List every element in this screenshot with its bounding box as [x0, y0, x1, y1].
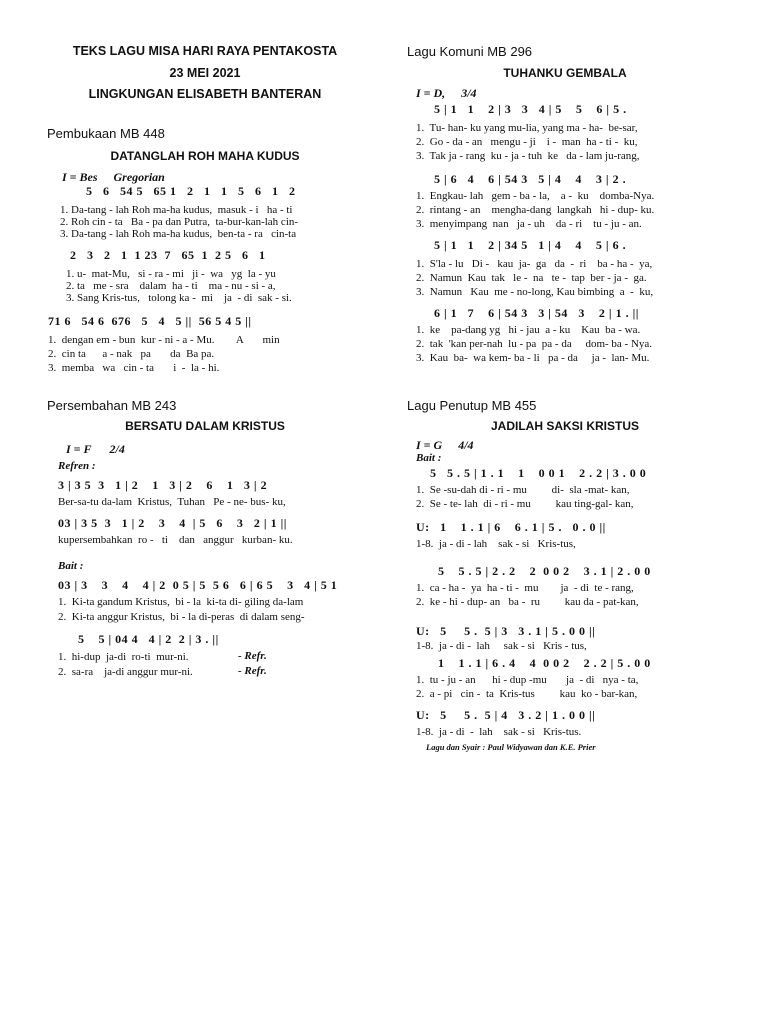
komuni-lyric-7: 1. S'la - lu Di - kau ja- ga da - ri ba - ha - ya,: [416, 258, 653, 270]
penutup-meter: 4/4: [458, 438, 474, 452]
doc-title-community: LINGKUNGAN ELISABETH BANTERAN: [88, 87, 322, 101]
persembahan-notes-1: 3 | 3 5 3 1 | 2 1 3 | 2 6 1 3 | 2: [58, 478, 268, 492]
persembahan-title: BERSATU DALAM KRISTUS: [125, 419, 285, 433]
penutup-lyric-6: 1-8. ja - di - lah sak - si Kris - tus,: [416, 640, 587, 652]
komuni-notes-4: 6 | 1 7 6 | 54 3 3 | 54 3 2 | 1 . ||: [434, 306, 639, 320]
penutup-lyric-9: 1-8. ja - di - lah sak - si Kris-tus.: [416, 726, 582, 738]
persembahan-bait-label: Bait :: [58, 560, 84, 572]
komuni-meter: 3/4: [461, 86, 477, 100]
komuni-lyric-6: 3. menyimpang nan ja - uh da - ri tu - ju - an.: [416, 218, 642, 230]
pembukaan-lyric-8: 2. cin ta a - nak pa da Ba pa.: [48, 348, 215, 360]
penutup-key: I = G: [416, 438, 443, 452]
komuni-notes-2: 5 | 6 4 6 | 54 3 5 | 4 4 3 | 2 .: [434, 172, 627, 186]
pembukaan-lyric-4: 1. u- mat-Mu, si - ra - mi ji - wa yg la - yu: [66, 268, 276, 280]
komuni-lyric-5: 2. rintang - an mengha-dang langkah hi - dup- ku.: [416, 204, 655, 216]
persembahan-refr-mark-1: - Refr.: [238, 650, 267, 662]
penutup-score: [412, 436, 732, 756]
pembukaan-lyric-2: 2. Roh cin - ta Ba - pa dan Putra, ta-bur-kan-lah cin-: [60, 216, 299, 228]
persembahan-notes-4: 5 5 | 04 4 4 | 2 2 | 3 . ||: [78, 632, 219, 646]
persembahan-key: I = F: [66, 442, 92, 456]
persembahan-lyric-6: 2. sa-ra ja-di anggur mur-ni.: [58, 666, 193, 678]
persembahan-lyric-2: kupersembahkan ro - ti dan anggur kurban- ku.: [58, 534, 293, 546]
penutup-notes-4: U: 5 5 . 5 | 3 3 . 1 | 5 . 0 0 ||: [416, 624, 596, 638]
pembukaan-score: [48, 168, 368, 380]
penutup-bait-label: Bait :: [416, 452, 442, 464]
komuni-lyric-3: 3. Tak ja - rang ku - ja - tuh ke da - lam ju-rang,: [416, 150, 640, 162]
penutup-lyric-4: 1. ca - ha - ya ha - ti - mu ja - di te - rang,: [416, 582, 634, 594]
penutup-label: Lagu Penutup MB 455: [407, 398, 537, 413]
pembukaan-lyric-3: 3. Da-tang - lah Roh ma-ha kudus, ben-ta - ra cin-ta: [60, 228, 297, 240]
komuni-key: I = D,: [416, 86, 446, 100]
persembahan-lyric-3: 1. Ki-ta gandum Kristus, bi - la ki-ta di- giling da-lam: [58, 596, 304, 608]
komuni-lyric-4: 1. Engkau- lah gem - ba - la, a - ku domba-Nya.: [416, 190, 655, 202]
persembahan-lyric-4: 2. Ki-ta anggur Kristus, bi - la di-peras di dalam seng-: [58, 611, 305, 623]
penutup-lyric-7: 1. tu - ju - an hi - dup -mu ja - di nya - ta,: [416, 674, 639, 686]
komuni-label: Lagu Komuni MB 296: [407, 44, 533, 59]
komuni-lyric-11: 2. tak 'kan per-nah lu - pa pa - da dom- ba - Nya.: [416, 338, 653, 350]
pembukaan-notes-3: 71 6 54 6 676 5 4 5 || 56 5 4 5 ||: [48, 314, 252, 328]
penutup-notes-1: 5 5 . 5 | 1 . 1 1 0 0 1 2 . 2 | 3 . 0 0: [430, 466, 647, 480]
komuni-lyric-9: 3. Namun Kau me - no-long, Kau bimbing a - ku,: [416, 286, 654, 298]
penutup-notes-5: 1 1 . 1 | 6 . 4 4 0 0 2 2 . 2 | 5 . 0 0: [438, 656, 651, 670]
persembahan-refrain-label: Refren :: [58, 460, 96, 472]
pembukaan-style: Gregorian: [113, 170, 165, 184]
doc-title-line1: TEKS LAGU MISA HARI RAYA PENTAKOSTA: [72, 44, 338, 58]
penutup-notes-6: U: 5 5 . 5 | 4 3 . 2 | 1 . 0 0 ||: [416, 708, 596, 722]
pembukaan-label: Pembukaan MB 448: [47, 126, 165, 141]
penutup-notes-2: U: 1 1 . 1 | 6 6 . 1 | 5 . 0 . 0 ||: [416, 520, 606, 534]
persembahan-meter: 2/4: [109, 442, 125, 456]
komuni-title: TUHANKU GEMBALA: [503, 66, 627, 80]
penutup-lyric-2: 2. Se - te- lah di - ri - mu kau ting-gal- kan,: [416, 498, 634, 510]
pembukaan-notes-2: 2 3 2 1 1 23 7 65 1 2 5 6 1: [70, 248, 266, 262]
komuni-lyric-12: 3. Kau ba- wa kem- ba - li pa - da ja - lan- Mu.: [416, 352, 650, 364]
komuni-notes-3: 5 | 1 1 2 | 34 5 1 | 4 4 5 | 6 .: [434, 238, 627, 252]
penutup-lyric-3: 1-8. ja - di - lah sak - si Kris-tus,: [416, 538, 576, 550]
komuni-lyric-1: 1. Tu- han- ku yang mu-lia, yang ma - ha- be-sar,: [416, 122, 638, 134]
komuni-lyric-10: 1. ke pa-dang yg hi - jau a - ku Kau ba - wa.: [416, 324, 641, 336]
pembukaan-title: DATANGLAH ROH MAHA KUDUS: [110, 149, 300, 163]
doc-title-date: 23 MEI 2021: [169, 66, 241, 80]
penutup-notes-3: 5 5 . 5 | 2 . 2 2 0 0 2 3 . 1 | 2 . 0 0: [438, 564, 651, 578]
komuni-notes-1: 5 | 1 1 2 | 3 3 4 | 5 5 6 | 5 .: [434, 102, 627, 116]
komuni-lyric-2: 2. Go - da - an mengu - ji i - man ha - ti - ku,: [416, 136, 638, 148]
penutup-lyric-5: 2. ke - hi - dup- an ba - ru kau da - pat-kan,: [416, 596, 639, 608]
pembukaan-lyric-7: 1. dengan em - bun kur - ni - a - Mu. A min: [48, 334, 280, 346]
pembukaan-lyric-5: 2. ta me - sra dalam ha - ti ma - nu - si - a,: [66, 280, 276, 292]
penutup-lyric-8: 2. a - pi cin - ta Kris-tus kau ko - bar-kan,: [416, 688, 638, 700]
pembukaan-key: I = Bes: [62, 170, 98, 184]
komuni-lyric-8: 2. Namun Kau tak le - na te - tap ber - ja - ga.: [416, 272, 647, 284]
penutup-lyric-1: 1. Se -su-dah di - ri - mu di- sla -mat- kan,: [416, 484, 630, 496]
pembukaan-lyric-6: 3. Sang Kris-tus, tolong ka - mi ja - di sak - si.: [66, 292, 292, 304]
pembukaan-lyric-1: 1. Da-tang - lah Roh ma-ha kudus, masuk - i ha - ti: [60, 204, 293, 216]
komuni-score: [412, 84, 730, 372]
penutup-credit: Lagu dan Syair : Paul Widyawan dan K.E. Prier: [426, 742, 596, 752]
persembahan-notes-3: 03 | 3 3 4 4 | 2 0 5 | 5 5 6 6 | 6 5 3 4 | 5 1: [58, 578, 338, 592]
pembukaan-lyric-9: 3. memba wa cin - ta i - la - hi.: [48, 362, 220, 374]
persembahan-lyric-1: Ber-sa-tu da-lam Kristus, Tuhan Pe - ne- bus- ku,: [58, 496, 286, 508]
persembahan-lyric-5: 1. hi-dup ja-di ro-ti mur-ni.: [58, 651, 189, 663]
persembahan-refr-mark-2: - Refr.: [238, 665, 267, 677]
persembahan-notes-2: 03 | 3 5 3 1 | 2 3 4 | 5 6 3 2 | 1 ||: [58, 516, 287, 530]
persembahan-score: [56, 440, 368, 684]
pembukaan-notes-1: 5 6 54 5 65 1 2 1 1 5 6 1 2: [86, 184, 296, 198]
penutup-title: JADILAH SAKSI KRISTUS: [490, 419, 639, 433]
persembahan-label: Persembahan MB 243: [47, 398, 177, 413]
